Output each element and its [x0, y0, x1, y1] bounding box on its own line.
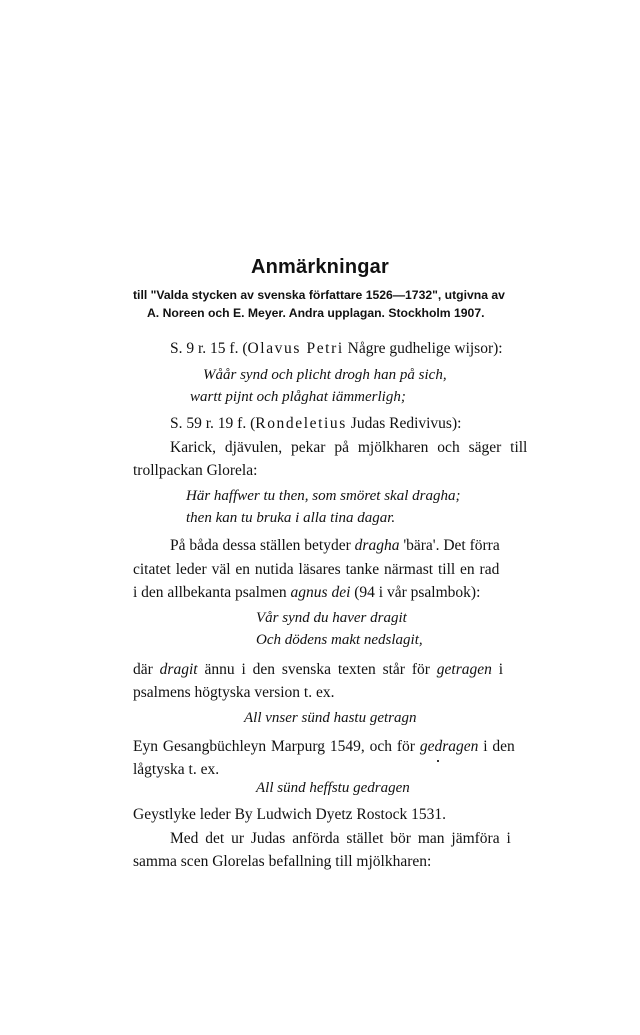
paragraph-line: i den allbekanta psalmen agnus dei (94 i vår psalmbok): [133, 584, 481, 601]
quote-line: All vnser sünd hastu getragn [244, 710, 417, 726]
paragraph-line: trollpackan Glorela: [133, 462, 258, 479]
quote-line: Wåår synd och plicht drogh han på sich, [203, 367, 447, 383]
quote-line: Vår synd du haver dragit [256, 610, 407, 626]
quote-line: Här haffwer tu then, som smöret skal dragha; [186, 488, 461, 504]
stray-mark [437, 760, 439, 762]
quote-line: then kan tu bruka i alla tina dagar. [186, 510, 396, 526]
section-1-reference: S. 9 r. 15 f. (Olavus Petri Någre gudhelige wijsor): [170, 340, 503, 357]
paragraph-line: samma scen Glorelas befallning till mjölkharen: [133, 853, 432, 870]
paragraph-line: psalmens högtyska version t. ex. [133, 684, 335, 701]
author-name: Rondeletius [255, 415, 347, 432]
quote-line: Och dödens makt nedslagit, [256, 632, 423, 648]
quote-line: All sünd heffstu gedragen [256, 780, 410, 796]
paragraph-line: På båda dessa ställen betyder dragha 'bära'. Det förra [170, 537, 500, 554]
section-2-reference: S. 59 r. 19 f. (Rondeletius Judas Redivivus): [170, 415, 462, 432]
paragraph-line: där dragit ännu i den svenska texten står för getragen i [133, 661, 504, 678]
quote-line: wartt pijnt och plåghat iämmerligh; [190, 389, 406, 405]
paragraph-line: citatet leder väl en nutida läsares tanke närmast till en rad [133, 561, 500, 578]
paragraph-line: lågtyska t. ex. [133, 761, 220, 778]
page-title: Anmärkningar [251, 256, 389, 278]
paragraph-line: Med det ur Judas anförda stället bör man jämföra i [170, 830, 511, 847]
subtitle-line-2: A. Noreen och E. Meyer. Andra upplagan. Stockholm 1907. [147, 306, 485, 320]
paragraph-line: Karick, djävulen, pekar på mjölkharen och säger till [170, 439, 528, 456]
author-name: Olavus Petri [247, 340, 344, 357]
paragraph-line: Geystlyke leder By Ludwich Dyetz Rostock 1531. [133, 806, 446, 823]
subtitle-line-1: till "Valda stycken av svenska författare 1526—1732", utgivna av [133, 288, 505, 302]
paragraph-line: Eyn Gesangbüchleyn Marpurg 1549, och för gedragen i den [133, 738, 515, 755]
